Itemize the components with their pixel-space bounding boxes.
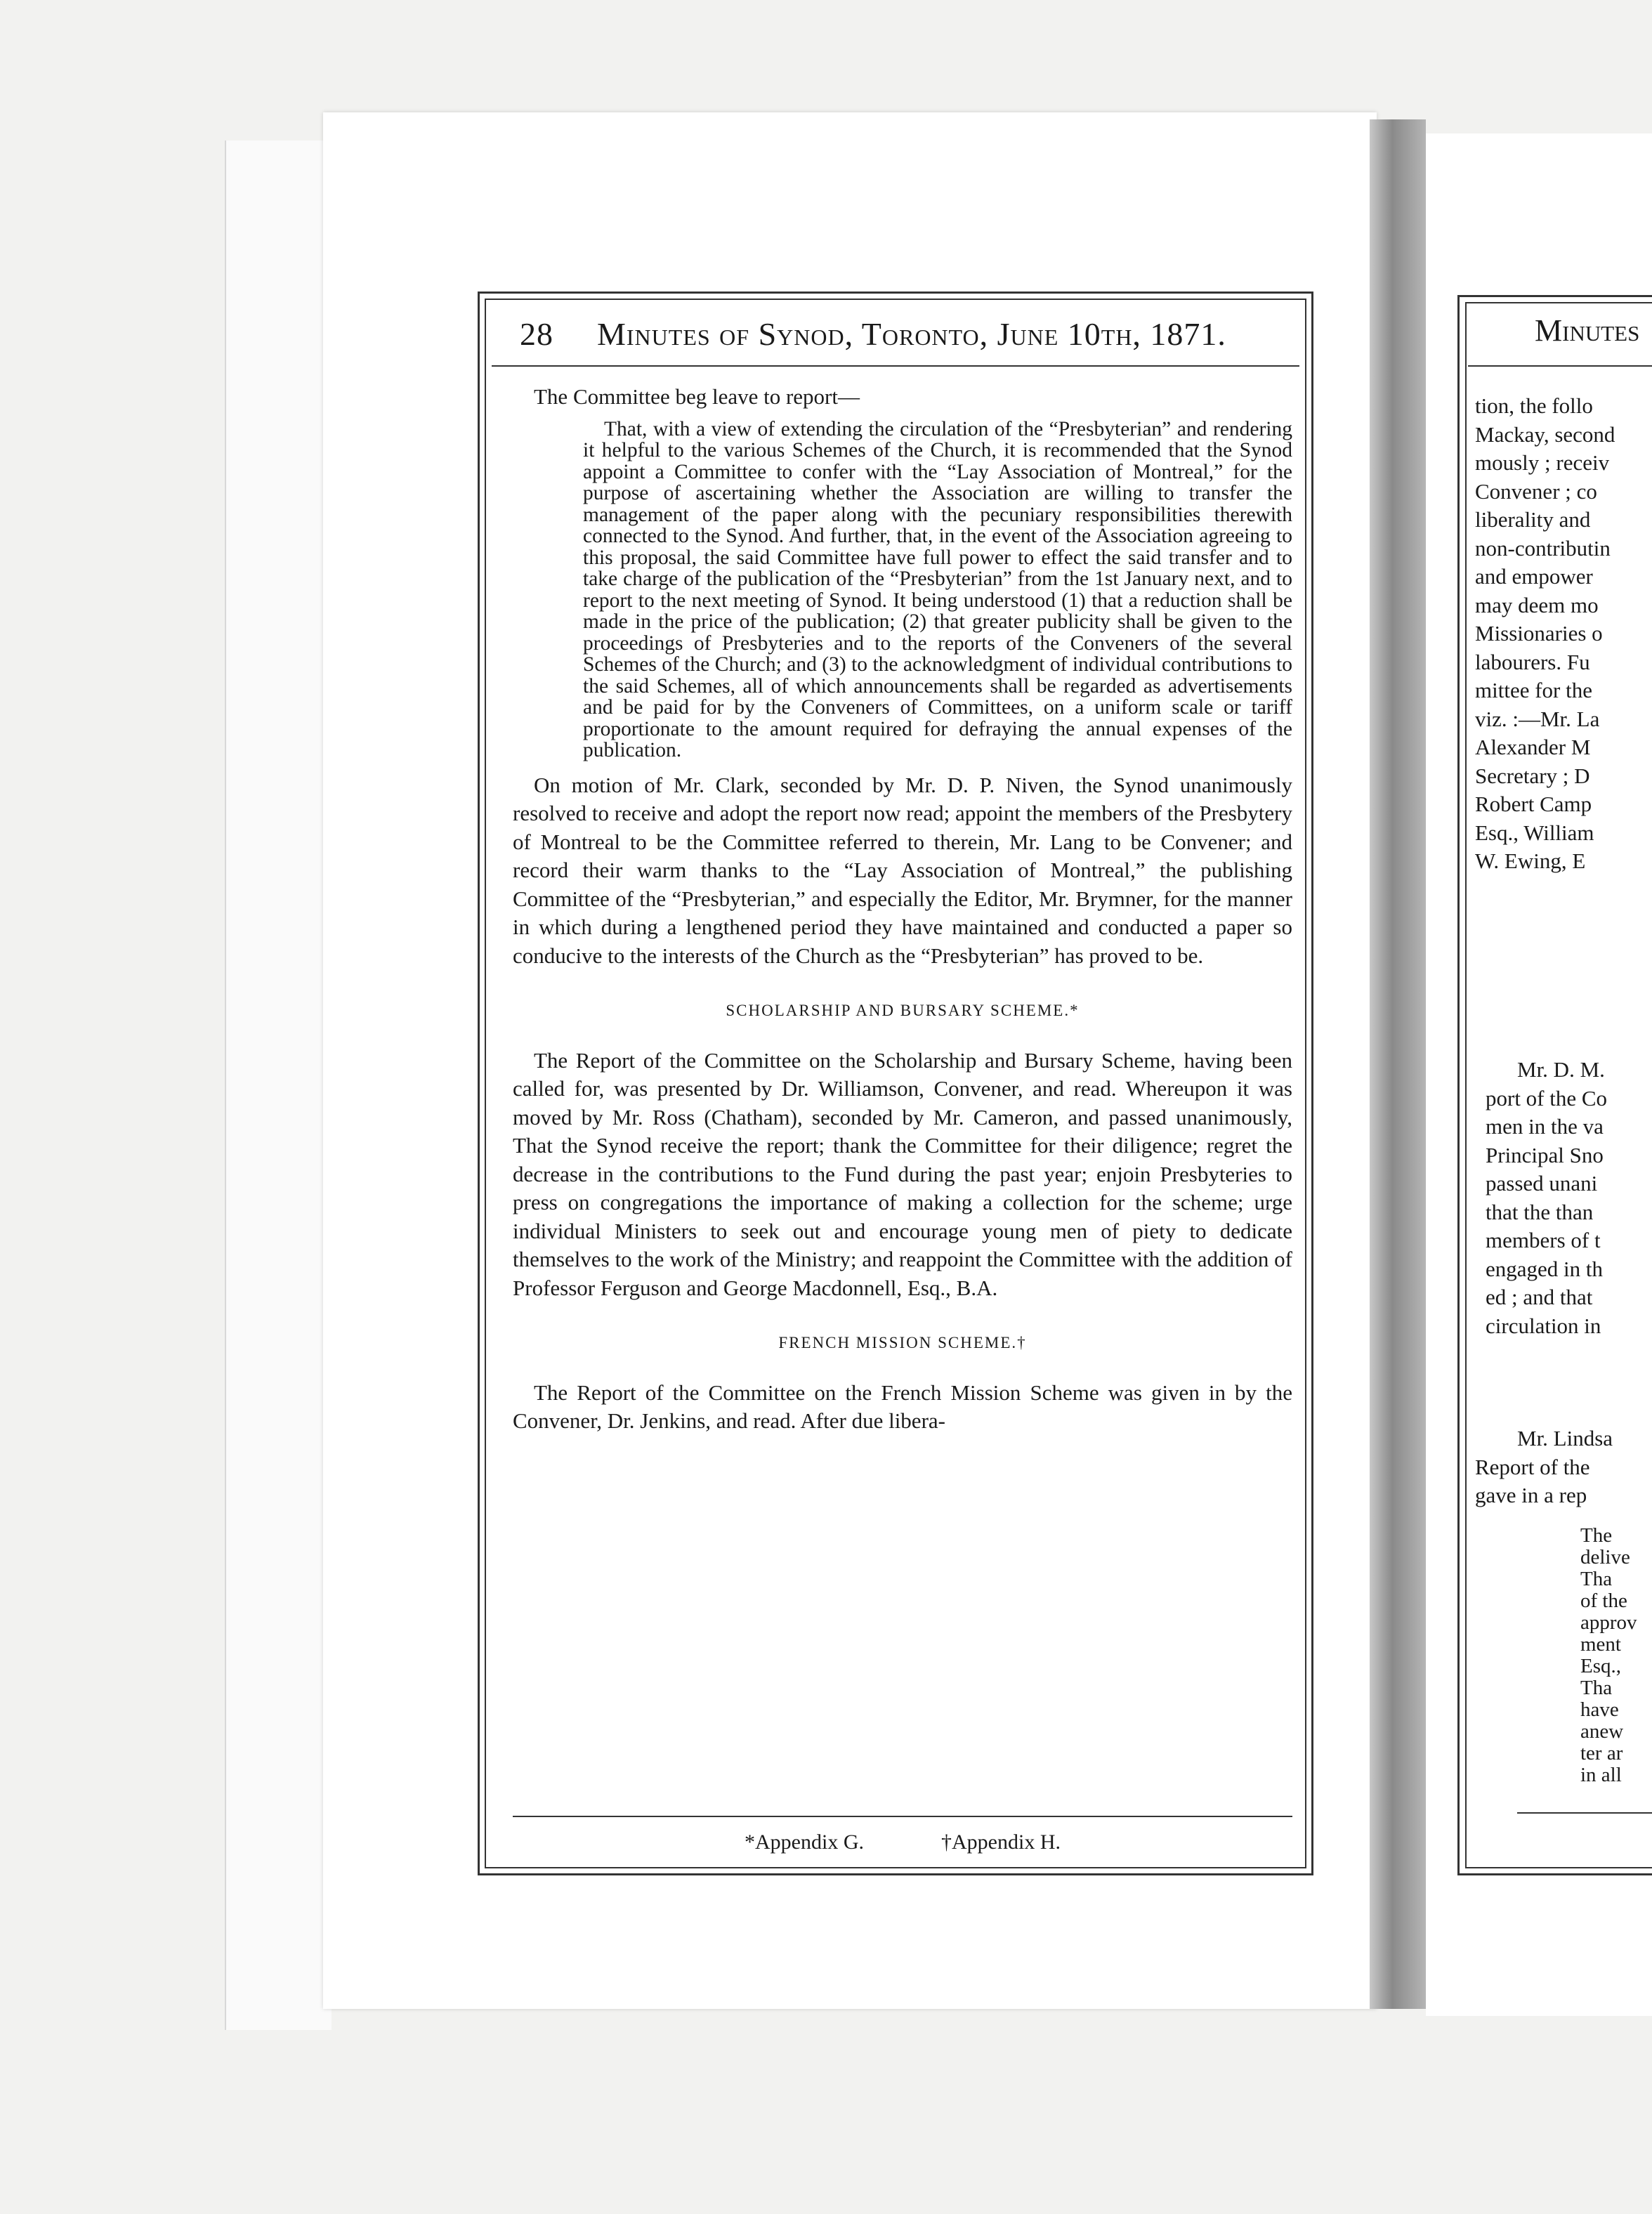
right-page-line: viz. :—Mr. La [1475,706,1600,731]
right-page-line: The [1580,1524,1613,1547]
right-page-line: Esq., [1580,1655,1621,1677]
right-page-line: Mr. Lindsa [1517,1426,1613,1450]
right-page-line: in all [1580,1764,1622,1786]
right-page-line: Convener ; co [1475,478,1597,504]
report-intro: The Committee beg leave to report— [534,384,860,409]
right-page-line: Tha [1580,1677,1613,1699]
right-page-line: men in the va [1486,1114,1604,1139]
right-page-line: approv [1580,1611,1637,1634]
right-page-line: liberality and [1475,507,1591,532]
right-footnote-rule [1517,1812,1652,1814]
page-stack-edge [225,140,332,2030]
right-page-line: may deem mo [1475,592,1599,617]
right-page-line: ter ar [1580,1742,1623,1764]
right-page-line: ed ; and that [1486,1285,1593,1309]
right-running-title: Minutes [1535,313,1640,348]
right-page-line: Alexander M [1475,735,1591,759]
right-page-line: of the [1580,1590,1627,1612]
footnote-rule [513,1816,1292,1817]
right-page-line: Missionaries o [1475,621,1603,646]
right-page-line: passed unani [1486,1171,1598,1196]
right-page-line: Principal Sno [1486,1142,1604,1167]
header-rule [492,365,1299,367]
report-text: That, with a view of extending the circulation of the “Presbyterian” and rendering it helpful to the various Schemes of the Church, it is recommended that the Synod appoint a Committee to confer with the “Lay Association of Montreal,” for the purpose of ascertaining whether the Association are willing to transfer the management of the paper along with the pecuniary responsibilities therewith connected to the Synod. And further, that, in the event of the Association agreeing to this proposal, the said Committee have full power to effect the said transfer and to take charge of the publication of the “Presbyterian” from the 1st January next, and to report to the next meeting of Synod. It being understood (1) that a reduction shall be made in the price of the publication; (2) that greater publicity shall be given to the proceedings of Presbyteries and to the reports of the Conveners of the several Schemes of the Church; and (3) to the acknowledgment of individual contributions to the said Schemes, all of which announcements shall be regarded as advertisements and be paid for by the Conveners of Committees, on a uniform scale or tariff proportionate to the amount required for defraying the annual expenses of the publication. [583,417,1292,761]
right-page-line: circulation in [1486,1313,1601,1338]
footnote-appendix-h: †Appendix H. [941,1830,1061,1854]
right-page-line: have [1580,1698,1619,1721]
right-page-line: that the than [1486,1199,1594,1224]
right-page-line: Mackay, second [1475,421,1615,447]
right-page-line: gave in a rep [1475,1483,1587,1507]
binding-shadow [1370,119,1426,2009]
right-page-line: delive [1580,1546,1630,1568]
right-page-line: members of t [1486,1228,1601,1252]
page-body [513,383,1292,1436]
right-page-line: port of the Co [1486,1085,1608,1111]
right-page-line: engaged in th [1486,1256,1604,1281]
section-heading-french-mission: FRENCH MISSION SCHEME.† [778,1334,1027,1351]
french-mission-paragraph: The Report of the Committee on the French Mission Scheme was given in by the Convener, Dr. Jenkins, and read. After due libera- [513,1380,1292,1433]
page-number: 28 [520,315,553,352]
right-header-rule [1468,365,1652,367]
right-page-line: tion, the follo [1475,393,1593,418]
right-page-line: Tha [1580,1568,1613,1590]
right-page-line: Esq., William [1475,820,1594,845]
right-page-line: mittee for the [1475,678,1592,702]
right-page-line: non-contributin [1475,535,1611,561]
motion-paragraph: On motion of Mr. Clark, seconded by Mr. D. P. Niven, the Synod unanimously resolved to receive and adopt the report now read; appoint the members of the Presbytery of Montreal to be the Committee referred to therein, Mr. Lang to be Convener; and record their warm thanks to the “Lay Association of Montreal,” the publishing Committee of the “Presbyterian,” and especially the Editor, Mr. Brymner, for the manner in which during a lengthened period they have maintained and conducted a paper so conducive to the interests of the Church as the “Presbyterian” has proved to be. [513,772,1292,968]
right-page-line: anew [1580,1720,1624,1743]
right-page-line: labourers. Fu [1475,649,1590,674]
right-page-line: Report of the [1475,1454,1590,1479]
right-page-line: Mr. D. M. [1517,1057,1605,1082]
section-heading-scholarship: SCHOLARSHIP AND BURSARY SCHEME.* [726,1002,1080,1019]
running-header [520,309,1264,358]
running-title: Minutes of Synod, Toronto, June 10th, 1871. [597,315,1226,352]
right-page-line: W. Ewing, E [1475,849,1586,873]
right-page-line: mously ; receiv [1475,450,1610,475]
right-page-line: ment [1580,1633,1621,1656]
right-page-line: Secretary ; D [1475,763,1590,788]
footnote-appendix-g: *Appendix G. [745,1830,864,1854]
report-quote [513,419,1292,761]
right-page-line: Robert Camp [1475,792,1592,816]
footnotes [513,1826,1292,1858]
scholarship-paragraph: The Report of the Committee on the Scholarship and Bursary Scheme, having been called for, was presented by Dr. Williamson, Convener, and read. Whereupon it was moved by Mr. Ross (Chatham), seconded by Mr. Cameron, and passed unanimously, That the Synod receive the report; thank the Committee for their diligence; regret the decrease in the contributions to the Fund during the past year; enjoin Presbyteries to press on congregations the importance of making a collection for the scheme; urge individual Ministers to seek out and encourage young men of piety to dedicate themselves to the work of the Ministry; and reappoint the Committee with the addition of Professor Ferguson and George Macdonnell, Esq., B.A. [513,1047,1292,1300]
right-page-line: and empower [1475,564,1593,589]
